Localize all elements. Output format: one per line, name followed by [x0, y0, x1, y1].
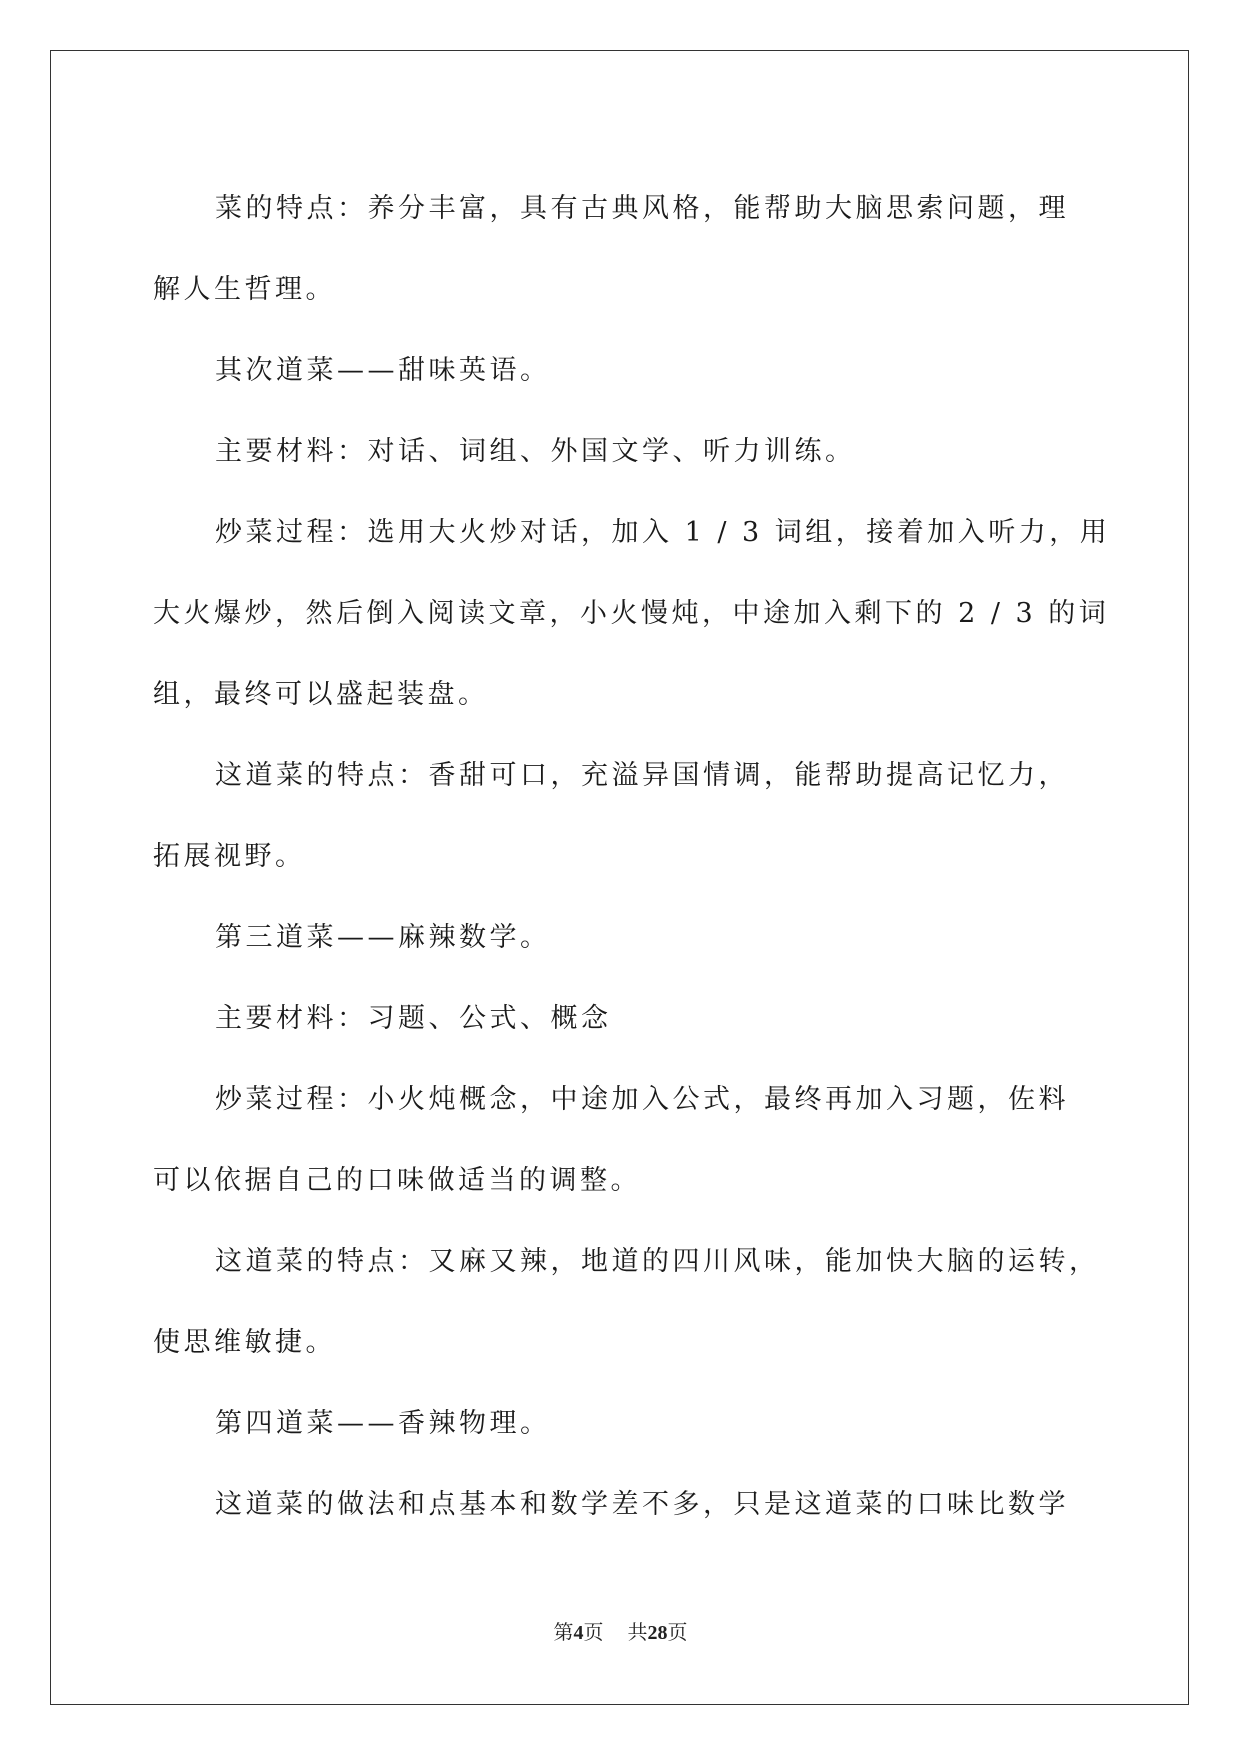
text-line: 主要材料：习题、公式、概念	[215, 1003, 612, 1034]
text-line: 可以依据自己的口味做适当的调整。	[153, 1165, 641, 1196]
text-line: 组，最终可以盛起装盘。	[153, 679, 489, 710]
page-suffix: 页	[583, 1622, 604, 1644]
section-heading: 第四道菜——香辣物理。	[215, 1408, 551, 1439]
text-line: 炒菜过程：小火炖概念，中途加入公式，最终再加入习题，佐料	[215, 1084, 1069, 1115]
page-footer	[0, 1616, 1241, 1645]
total-pages: 28	[647, 1622, 668, 1644]
text-line: 使思维敏捷。	[153, 1327, 336, 1358]
document-body	[153, 168, 1111, 1545]
text-line: 这道菜的特点：又麻又辣，地道的四川风味，能加快大脑的运转，	[215, 1246, 1100, 1277]
text-line: 大火爆炒，然后倒入阅读文章，小火慢炖，中途加入剩下的 2 / 3 的词	[153, 598, 1110, 629]
text-line: 这道菜的特点：香甜可口，充溢异国情调，能帮助提高记忆力，	[215, 760, 1069, 791]
total-suffix: 页	[667, 1622, 688, 1644]
page-number: 4	[573, 1622, 584, 1644]
total-prefix: 共	[627, 1622, 648, 1644]
text-line: 拓展视野。	[153, 841, 306, 872]
text-line: 这道菜的做法和点基本和数学差不多，只是这道菜的口味比数学	[215, 1489, 1069, 1520]
section-heading: 第三道菜——麻辣数学。	[215, 922, 551, 953]
text-line: 解人生哲理。	[153, 274, 336, 305]
text-line: 炒菜过程：选用大火炒对话，加入 1 / 3 词组，接着加入听力，用	[215, 517, 1111, 548]
section-heading: 其次道菜——甜味英语。	[215, 355, 551, 386]
text-line: 菜的特点：养分丰富，具有古典风格，能帮助大脑思索问题，理	[215, 193, 1069, 224]
page-prefix: 第	[553, 1622, 574, 1644]
text-line: 主要材料：对话、词组、外国文学、听力训练。	[215, 436, 856, 467]
